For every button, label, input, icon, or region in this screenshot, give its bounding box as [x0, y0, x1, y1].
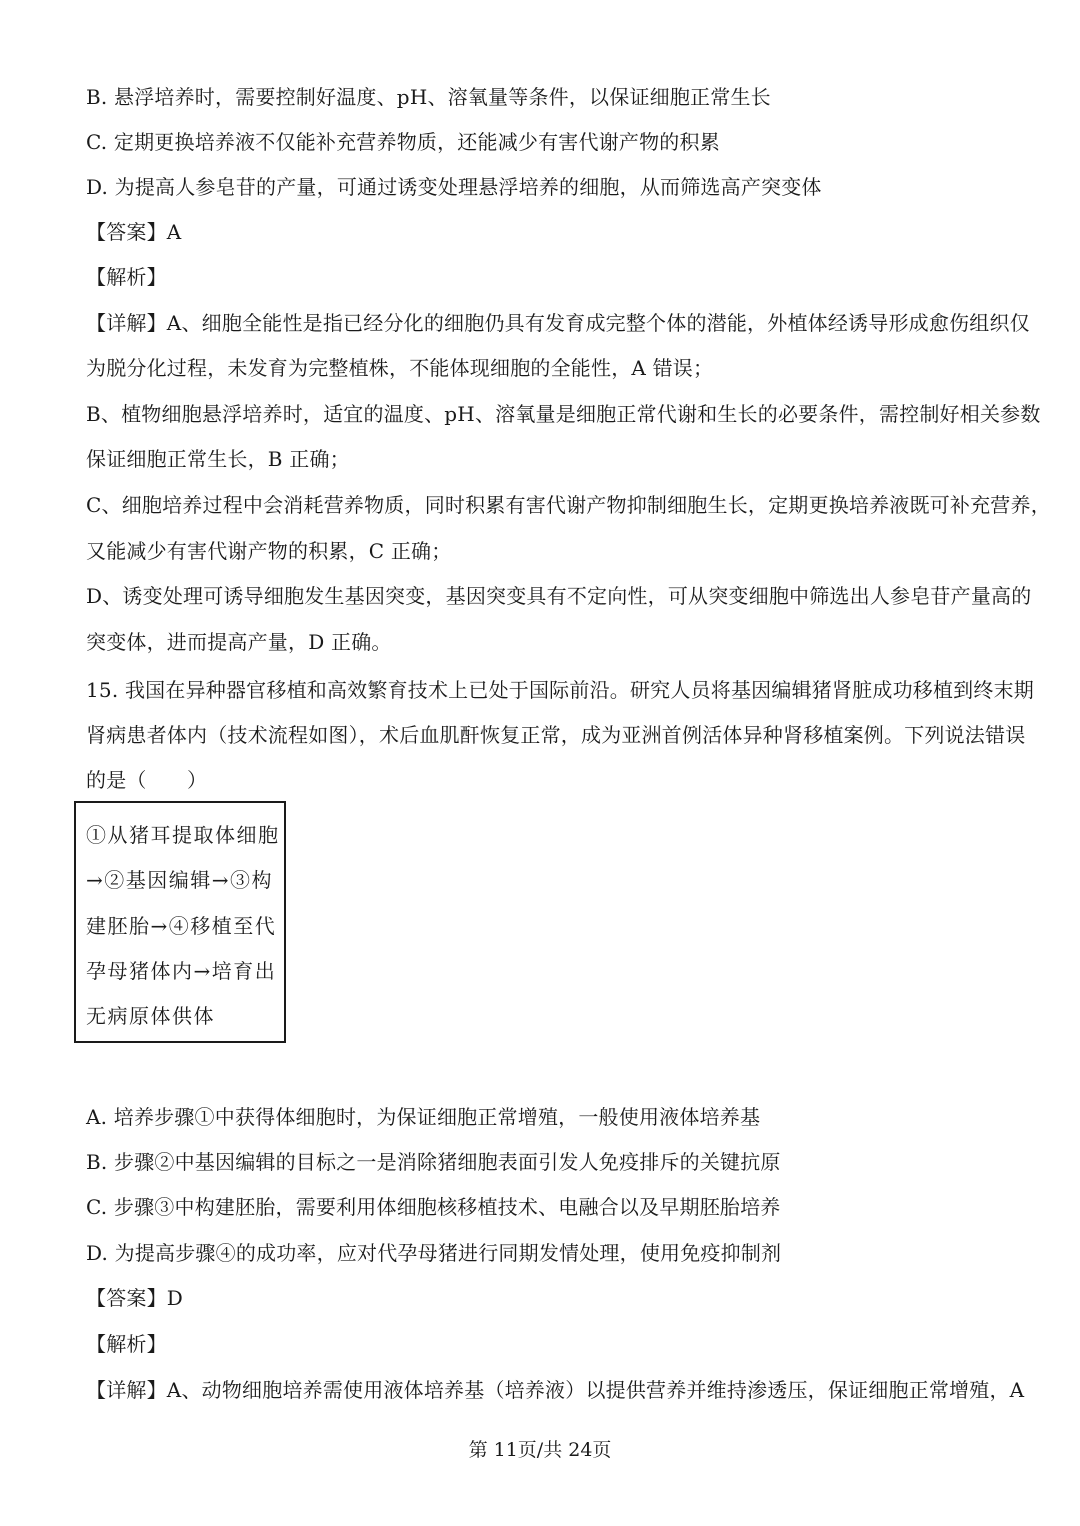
q15-stem-line: 肾病患者体内（技术流程如图），术后血肌酐恢复正常，成为亚洲首例活体异种肾移植案例。下列说法错误 [86, 723, 1026, 747]
prev-option-b: B. 悬浮培养时，需要控制好温度、pH、溶氧量等条件，以保证细胞正常生长 [86, 85, 771, 109]
q15-option-c: C. 步骤③中构建胚胎，需要利用体细胞核移植技术、电融合以及早期胚胎培养 [86, 1195, 781, 1219]
q15-option-d: D. 为提高步骤④的成功率，应对代孕母猪进行同期发情处理，使用免疫抑制剂 [86, 1241, 782, 1265]
prev-detail-line: 为脱分化过程，未发育为完整植株，不能体现细胞的全能性，A 错误； [86, 356, 714, 380]
q15-stem-line: 15. 我国在异种器官移植和高效繁育技术上已处于国际前沿。研究人员将基因编辑猪肾脏成功移植到终末期 [86, 678, 1034, 702]
prev-detail-line: 保证细胞正常生长，B 正确； [86, 447, 350, 471]
flow-line: 无病原体供体 [86, 1004, 215, 1028]
process-flow-box [74, 801, 286, 1043]
q15-detail-line: 【详解】A、动物细胞培养需使用液体培养基（培养液）以提供营养并维持渗透压，保证细胞正常增殖，A [86, 1378, 1025, 1402]
prev-detail-line: C、细胞培养过程中会消耗营养物质，同时积累有害代谢产物抑制细胞生长，定期更换培养液既可补充营养， [86, 493, 1051, 517]
flow-line: 建胚胎→④移植至代 [86, 914, 277, 938]
q15-stem-line: 的是（ ） [86, 768, 208, 792]
q15-option-a: A. 培养步骤①中获得体细胞时，为保证细胞正常增殖，一般使用液体培养基 [86, 1105, 761, 1129]
prev-detail-line: 突变体，进而提高产量，D 正确。 [86, 630, 392, 654]
prev-detail-line: D、诱变处理可诱导细胞发生基因突变，基因突变具有不定向性，可从突变细胞中筛选出人参皂苷产量高的 [86, 584, 1032, 608]
q15-answer: 【答案】D [86, 1286, 184, 1310]
prev-analysis-label: 【解析】 [86, 265, 167, 289]
prev-detail-line: 【详解】A、细胞全能性是指已经分化的细胞仍具有发育成完整个体的潜能，外植体经诱导形成愈伤组织仅 [86, 311, 1030, 335]
prev-detail-line: 又能减少有害代谢产物的积累，C 正确； [86, 539, 452, 563]
prev-answer: 【答案】A [86, 220, 182, 244]
prev-option-c: C. 定期更换培养液不仅能补充营养物质，还能减少有害代谢产物的积累 [86, 130, 720, 154]
flow-line: →②基因编辑→③构 [86, 868, 274, 892]
prev-detail-line: B、植物细胞悬浮培养时，适宜的温度、pH、溶氧量是细胞正常代谢和生长的必要条件，需控制好相关参数 [86, 402, 1041, 426]
page-number: 第 11页/共 24页 [468, 1439, 612, 1461]
q15-analysis-label: 【解析】 [86, 1332, 167, 1356]
flow-line: 孕母猪体内→培育出 [86, 959, 277, 983]
q15-option-b: B. 步骤②中基因编辑的目标之一是消除猪细胞表面引发人免疫排斥的关键抗原 [86, 1150, 781, 1174]
prev-option-d: D. 为提高人参皂苷的产量，可通过诱变处理悬浮培养的细胞，从而筛选高产突变体 [86, 175, 822, 199]
flow-line: ①从猪耳提取体细胞 [86, 823, 280, 847]
